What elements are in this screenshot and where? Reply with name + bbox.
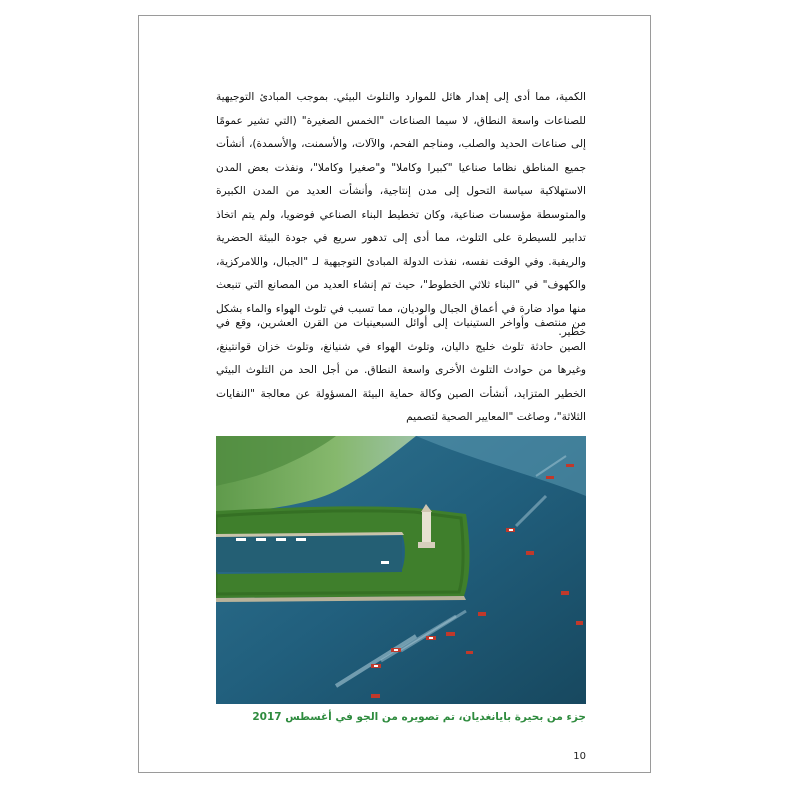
body-paragraph-2: من منتصف وأواخر الستينيات إلى أوائل السبعينيات من القرن العشرين، وقع في الصين حادثة تلوث خليج داليان، وتلوث الهواء في شنيانغ، وتلوث خزان قوانتينغ، وغيرها من حوادث التلوث الأخرى واسعة النطاق. من أجل الحد من التلوث البيئي الخطير المتزايد، أنشأت الصين وكالة حماية البيئة المسؤولة عن معالجة "النفايات الثلاثة"، وصاغت "المعايير الصحية لتصميم: [216, 317, 586, 423]
figure-caption: جزء من بحيرة بايانغديان، تم تصويره من الجو في أغسطس 2017: [252, 711, 586, 723]
page-number: 10: [573, 751, 586, 762]
pagoda: [422, 512, 431, 542]
lake-aerial-photo: [216, 436, 586, 704]
document-page: [138, 15, 651, 773]
inner-channel: [216, 536, 402, 572]
body-paragraph-1: الكمية، مما أدى إلى إهدار هائل للموارد والتلوث البيئي. بموجب المبادئ التوجيهية للصناعات واسعة النطاق، لا سيما الصناعات "الخمس الصغيرة" (التي تشير عمومًا إلى صناعات الحديد والصلب، ومناجم الفحم، والآلات، والأسمنت، والأسمدة)، أنشأت جميع المناطق نظاما صناعيا "كبيرا وكاملا" و"صغيرا وكاملا"، ونفذت بعض المدن الاستهلاكية سياسة التحول إلى مدن إنتاجية، وأنشأت العديد من المدن الكبيرة والمتوسطة مؤسسات صناعية، وكان تخطيط البناء الصناعي فوضويا، ولم يتم اتخاذ تدابير للسيطرة على التلوث، مما أدى إلى تدهور سريع في جودة البيئة الحضرية والريفية. وفي الوقت نفسه، نفذت الدولة المبادئ التوجيهية لـ "الجبال، واللامركزية، والكهوف" في "البناء ثلاثي الخطوط"، حيث تم إنشاء العديد من المصانع التي تنبعث منها مواد ضارة في أعماق الجبال والوديان، مما تسبب في تلوث الهواء والماء بشكل خطير.: [216, 91, 586, 338]
